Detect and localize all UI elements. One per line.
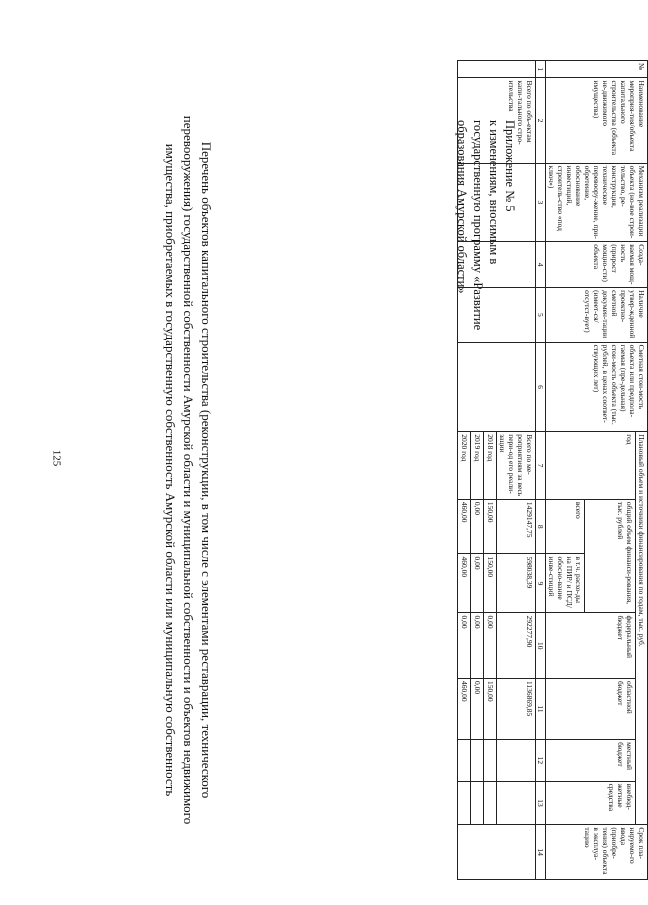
cell-year: 2019 год	[471, 432, 484, 500]
cell-empty	[471, 740, 484, 781]
header-deadline: Срок пла-нируемо-го ввода (приобре-тения) объекта в эксплуа-тацию	[546, 825, 648, 880]
col-number: 4	[536, 242, 546, 288]
cell-regional: 150,00	[484, 678, 497, 739]
col-number: 10	[536, 613, 546, 679]
col-number: 1	[536, 61, 546, 78]
appendix-line: Приложение № 5	[503, 120, 517, 212]
cell-incl-pir: 598038,39	[497, 554, 536, 613]
appendix-line: к изменениям, вносимым в	[487, 120, 501, 265]
col-number: 9	[536, 554, 546, 613]
header-total: всего	[546, 499, 585, 554]
header-estimate: Сметная стои-мость объекта или предпола-гаемая (пре-дельная) стои-мость объекта (тыс. рублей, в ценах соответ-ствующих лет)	[546, 342, 648, 432]
cell-regional: 0,00	[471, 678, 484, 739]
cell-year-label: Всего по ме-роприятиям за весь пери-од его реали-зации	[497, 432, 536, 500]
table-header-row	[636, 61, 648, 880]
header-federal: федеральный бюджет	[546, 613, 636, 679]
cell-regional: 460,00	[458, 678, 471, 739]
col-number: 2	[536, 78, 546, 163]
cell-total: 150,00	[484, 499, 497, 554]
header-regional: областной бюджет	[546, 678, 636, 739]
cell-year: 2018 год	[484, 432, 497, 500]
cell-empty	[497, 781, 536, 825]
title-line: имущества, приобретаемых в государственную собственность Амурской области или муниципальную собственность	[163, 143, 178, 797]
cell-empty	[458, 163, 536, 242]
col-number: 11	[536, 678, 546, 739]
cell-empty	[458, 242, 536, 288]
cell-name: Всего по объ-ектам капи-тального стро-ительства	[458, 78, 536, 163]
table-container	[457, 60, 648, 880]
cell-total: 1429147,75	[497, 499, 536, 554]
col-number: 5	[536, 288, 546, 343]
table-row	[497, 61, 536, 880]
header-capacity: Созда-ваемая мощ-ность (прирост мощно-сти) объекта	[546, 242, 648, 288]
header-name: Наименование мероприя-тия/объекта капитального строительства (объекта не-движимого имущества)	[546, 78, 648, 163]
appendix-line: образования Амурской области»	[455, 120, 469, 294]
col-number: 7	[536, 432, 546, 500]
title-line: перевооружения) государственной собственности Амурской области и муниципальной собственности и объектов недвижимого	[181, 115, 196, 825]
column-number-row	[536, 61, 546, 880]
cell-regional: 1136869,85	[497, 678, 536, 739]
cell-federal: 0,00	[458, 613, 471, 679]
col-number: 12	[536, 740, 546, 781]
cell-total: 460,00	[458, 499, 471, 554]
cell-incl-pir: 460,00	[458, 554, 471, 613]
cell-empty	[458, 740, 471, 781]
cell-federal: 0,00	[484, 613, 497, 679]
cell-empty	[484, 781, 497, 825]
col-number: 3	[536, 163, 546, 242]
cell-federal: 292277,90	[497, 613, 536, 679]
col-number: 6	[536, 342, 546, 432]
cell-empty	[458, 288, 536, 343]
appendix-line: государственную программу «Развитие	[471, 120, 485, 331]
page-number-text: 125	[50, 449, 63, 467]
cell-empty	[471, 781, 484, 825]
cell-year: 2020 год	[458, 432, 471, 500]
header-local: местный бюджет	[546, 740, 636, 781]
header-incl-pir: в т.ч. расхо-ды на ПИР/ и ПСД/обосно-вание инве-стиций	[546, 554, 585, 613]
col-number: 8	[536, 499, 546, 554]
cell-empty	[458, 342, 536, 432]
title-line: Перечень объектов капитального строительства (реконструкции, в том числе с элементами реставрации, технического	[199, 141, 214, 799]
cell-empty	[484, 740, 497, 781]
header-no: №	[546, 61, 648, 78]
cell-incl-pir: 0,00	[471, 554, 484, 613]
col-number: 13	[536, 781, 546, 825]
cell-empty	[458, 61, 536, 78]
cell-federal: 0,00	[471, 613, 484, 679]
cell-incl-pir: 150,00	[484, 554, 497, 613]
header-approved: Наличие утвер-жденной проектно-сметной докумен-тации (имеет-ся/отсутст-вует)	[546, 288, 648, 343]
cell-empty	[458, 825, 536, 880]
cell-empty	[458, 781, 471, 825]
objects-table	[457, 60, 648, 880]
header-mechanism: Механизм реализации объекта (но-вое строи-тельство, ре-конструкция, техническое перевоору-жение, при-обретение, обоснование инвестиций, строитель-ство «под ключ»)	[546, 163, 648, 242]
header-year: год	[546, 432, 636, 500]
col-number: 14	[536, 825, 546, 880]
cell-total: 0,00	[471, 499, 484, 554]
header-extra: внебюд-жетные средства	[546, 781, 636, 825]
header-total-group: общий объем финанси-рования, тыс. рублей	[585, 499, 636, 613]
cell-empty	[497, 740, 536, 781]
header-plan-group: Плановый объем и источники финансирования по годам, тыс. руб.	[636, 432, 648, 825]
